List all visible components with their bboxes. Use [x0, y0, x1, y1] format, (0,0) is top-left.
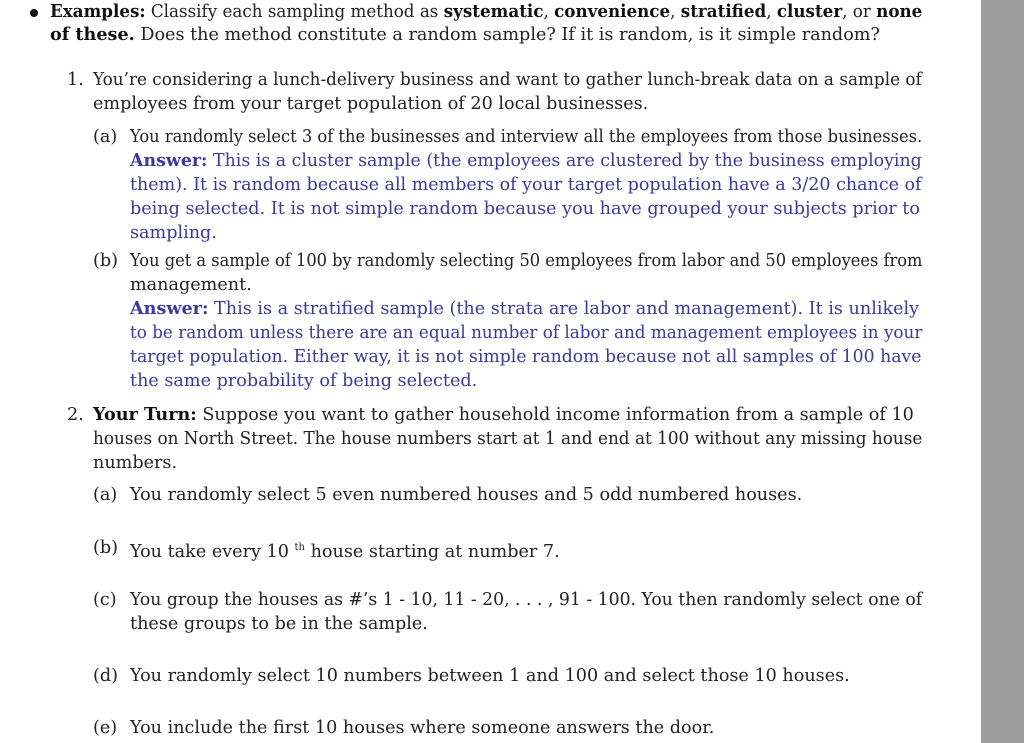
q2d-label: (d) — [93, 666, 118, 686]
q2a-label: (a) — [93, 485, 118, 505]
q2c-text-line-2: these groups to be in the sample. — [130, 614, 428, 634]
q1a-answer-line-2: them). It is random because all members of your target population have a 3/20 chance of — [130, 175, 922, 195]
q1-text-line-2: employees from your target population of 20 local businesses. — [93, 94, 649, 114]
q1b-text-line-2: management. — [130, 275, 252, 295]
q2-text-line-1: Your Turn: Suppose you want to gather household income information from a sample of 10 — [93, 404, 914, 425]
q2e-label: (e) — [93, 718, 118, 738]
q1a-answer-line-3: being selected. It is not simple random because you have grouped your subjects prior to — [130, 199, 920, 219]
q2a-text: You randomly select 5 even numbered houses and 5 odd numbered houses. — [130, 485, 803, 505]
q1-number: 1. — [67, 70, 84, 90]
intro-line-1: Examples: Classify each sampling method as systematic, convenience, stratified, cluster, or none — [50, 1, 923, 22]
q1a-label: (a) — [93, 127, 118, 147]
q2-text-line-3: numbers. — [93, 453, 178, 473]
q1b-answer-line-4: the same probability of being selected. — [130, 371, 478, 391]
q2c-label: (c) — [93, 590, 117, 610]
q2d-text: You randomly select 10 numbers between 1 and 100 and select those 10 houses. — [130, 666, 850, 686]
q1b-label: (b) — [93, 251, 118, 271]
q1a-answer-line-4: sampling. — [130, 223, 217, 243]
q1b-text-line-1: You get a sample of 100 by randomly selecting 50 employees from labor and 50 employees from — [130, 251, 923, 271]
q1-text-line-1: You’re considering a lunch-delivery business and want to gather lunch-break data on a sample of — [93, 70, 922, 90]
scrollbar-track[interactable] — [981, 0, 1024, 743]
q1a-answer-label: Answer: — [130, 150, 208, 171]
intro-label: Examples: — [50, 1, 146, 22]
q2b-text: You take every 10 $^{th}$ house starting at number 7. — [130, 541, 560, 562]
q2-text-line-2: houses on North Street. The house numbers start at 1 and end at 100 without any missing house — [93, 429, 923, 449]
q1b-answer-line-1: Answer: This is a stratified sample (the strata are labor and management). It is unlikely — [130, 298, 920, 319]
bullet-icon — [30, 9, 38, 17]
intro-line-2: of these. Does the method constitute a random sample? If it is random, is it simple random? — [50, 24, 880, 45]
q2-number: 2. — [67, 405, 84, 425]
q1a-text: You randomly select 3 of the businesses and interview all the employees from those businesses. — [130, 127, 923, 147]
q2b-label: (b) — [93, 538, 118, 558]
q1b-answer-label: Answer: — [130, 298, 209, 319]
q2c-text-line-1: You group the houses as #’s 1 - 10, 11 - 20, . . . , 91 - 100. You then randomly select one of — [130, 590, 923, 610]
q1b-answer-line-3: target population. Either way, it is not simple random because not all samples of 100 have — [130, 347, 922, 367]
q2e-text: You include the first 10 houses where someone answers the door. — [130, 718, 715, 738]
q2-label: Your Turn: — [93, 404, 197, 425]
q1b-answer-line-2: to be random unless there are an equal number of labor and management employees in your — [130, 323, 923, 343]
q1a-answer-line-1: Answer: This is a cluster sample (the employees are clustered by the business employing — [130, 150, 922, 171]
